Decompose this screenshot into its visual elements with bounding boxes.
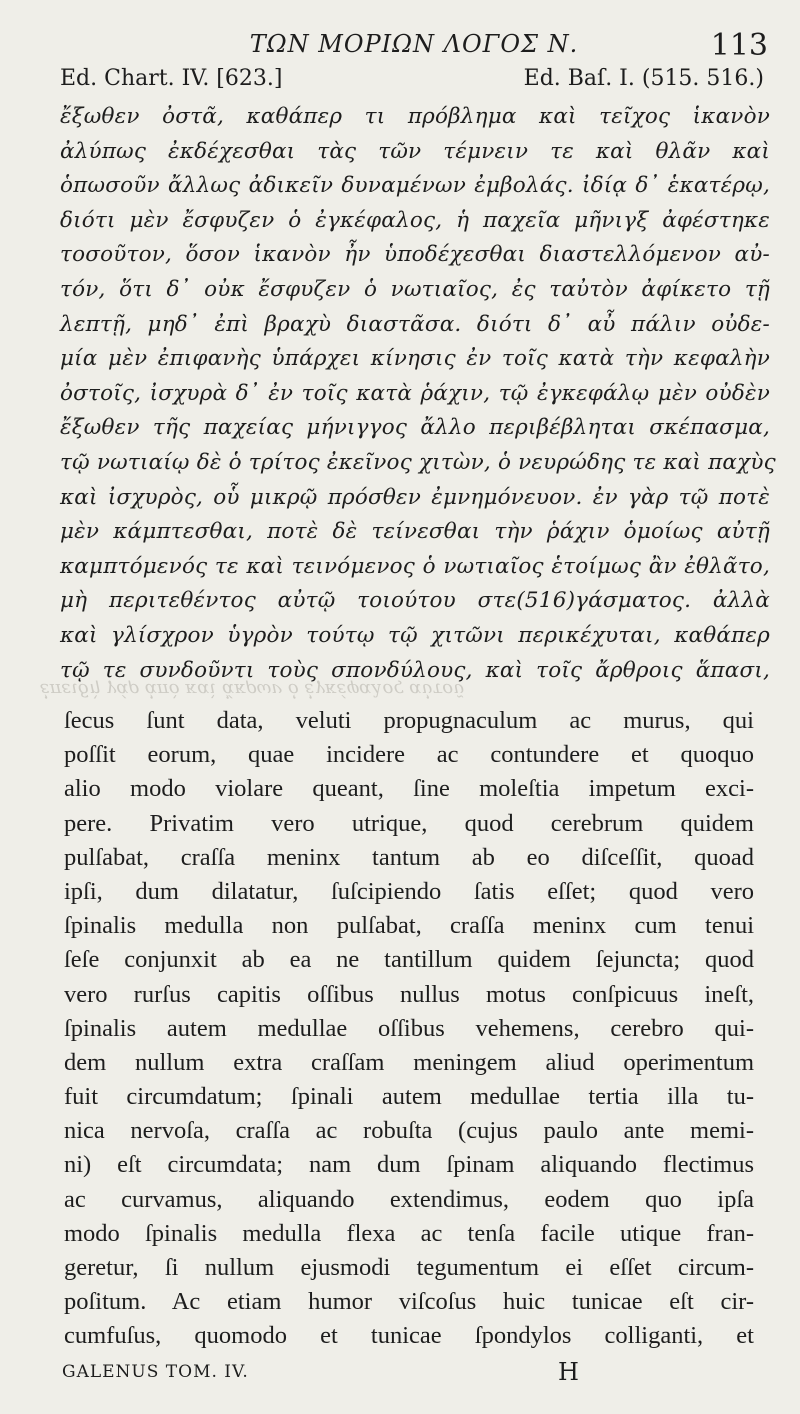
greek-text-line: καὶ γλίσχρον ὑγρὸν τούτῳ τῷ χιτῶνι περικέχυται, καθάπερ: [60, 622, 770, 648]
latin-text-line: poſſit eorum, quae incidere ac contundere et quoquo: [64, 741, 754, 769]
greek-text-line: ἔξωθεν ὀστᾶ, καθάπερ τι πρόβλημα καὶ τεῖχος ἱκανὸν: [60, 104, 770, 129]
latin-text-block: [64, 704, 754, 1354]
greek-text-block: [60, 100, 776, 688]
greek-text-line: ὁπωσοῦν ἄλλως ἀδικεῖν δυναμένων ἐμβολάς. ἰδίᾳ δ᾽ ἑκατέρῳ,: [60, 173, 770, 199]
latin-text-line: vero rurſus capitis oſſibus nullus motus conſpicuus ineſt,: [64, 980, 754, 1008]
edition-chartier-ref: Ed. Chart. IV. [623.]: [60, 66, 283, 91]
latin-text-line: ipſi, dum dilatatur, ſuſcipiendo ſatis eſſet; quod vero: [64, 877, 754, 905]
latin-text-line: ſpinalis medulla non pulſabat, craſſa meninx cum tenui: [64, 912, 754, 940]
bleed-through-shadow: ἐπειδὴ γάρ ἀπὸ καὶ ἄκρων ὁ ἐγκέφαλος αὐτοῦ: [40, 679, 465, 700]
greek-text-line: τῷ τε συνδοῦντι τοὺς σπονδύλους, καὶ τοῖς ἄρθροις ἅπασι,: [60, 657, 770, 683]
latin-text-line: fuit circumdatum; ſpinali autem medullae tertia illa tu-: [64, 1083, 754, 1111]
greek-text-line: λεπτῇ, μηδ᾽ ἐπὶ βραχὺ διαστᾶσα. διότι δ᾽ αὖ πάλιν οὐδε-: [60, 311, 770, 337]
greek-text-line: μία μὲν ἐπιφανὴς ὑπάρχει κίνησις ἐν τοῖς κατὰ τὴν κεφαλὴν: [60, 346, 770, 372]
greek-text-line: μὴ περιτεθέντος αὐτῷ τοιούτου στε(516)γάσματος. ἀλλὰ: [60, 588, 770, 614]
greek-text-line: ἔξωθεν τῆς παχείας μήνιγγος ἄλλο περιβέβληται σκέπασμα,: [60, 415, 770, 441]
greek-text-line: μὲν κάμπτεσθαι, ποτὲ δὲ τείνεσθαι τὴν ῥάχιν ὁμοίως αὐτῇ: [60, 519, 770, 545]
greek-text-line: διότι μὲν ἔσφυζεν ὁ ἐγκέφαλος, ἡ παχεῖα μῆνιγξ ἀφέστηκε: [60, 207, 770, 233]
latin-text-line: ſpinalis autem medullae oſſibus vehemens, cerebro qui-: [64, 1014, 754, 1042]
greek-text-line: τῷ νωτιαίῳ δὲ ὁ τρίτος ἐκεῖνος χιτὼν, ὁ νευρώδης τε καὶ παχὺς: [60, 449, 776, 475]
latin-text-line: modo ſpinalis medulla flexa ac tenſa facile utique fran-: [64, 1219, 754, 1247]
edition-references: [60, 66, 764, 96]
latin-text-line: pere. Privatim vero utrique, quod cerebrum quidem: [64, 809, 754, 837]
edition-basel-ref: Ed. Baſ. I. (515. 516.): [523, 66, 764, 91]
latin-text-line: ac curvamus, aliquando extendimus, eodem quo ipſa: [64, 1185, 754, 1213]
latin-text-line: ni) eſt circumdata; nam dum ſpinam aliquando flectimus: [64, 1151, 754, 1179]
latin-text-line: geretur, ſi nullum ejusmodi tegumentum ei eſſet circum-: [64, 1254, 754, 1281]
page-number: 113: [710, 28, 768, 63]
latin-text-line: pulſabat, craſſa meninx tantum ab eo diſceſſit, quoad: [64, 843, 754, 871]
page-footer: [62, 1358, 764, 1388]
latin-text-line: dem nullum extra craſſam meningem aliud operimentum: [64, 1048, 754, 1076]
volume-label: GALENUS TOM. IV.: [62, 1362, 249, 1382]
greek-text-line: καμπτόμενός τε καὶ τεινόμενος ὁ νωτιαῖος ἑτοίμως ἂν ἐθλᾶτο,: [60, 553, 770, 579]
page-header: [60, 22, 768, 62]
latin-text-line: poſitum. Ac etiam humor viſcoſus huic tunicae eſt cir-: [64, 1288, 754, 1316]
latin-text-line: cumfuſus, quomodo et tunicae ſpondylos colliganti, et: [64, 1322, 754, 1350]
latin-text-line: alio modo violare queant, ſine moleſtia impetum exci-: [64, 775, 754, 803]
greek-text-line: ἀλύπως ἐκδέχεσθαι τὰς τῶν τέμνειν τε καὶ θλᾶν καὶ: [60, 138, 770, 164]
latin-text-line: ſeſe conjunxit ab ea ne tantillum quidem ſejuncta; quod: [64, 946, 754, 974]
greek-text-line: ὀστοῖς, ἰσχυρὰ δ᾽ ἐν τοῖς κατὰ ῥάχιν, τῷ ἐγκεφάλῳ μὲν οὐδὲν: [60, 380, 770, 406]
greek-text-line: τόν, ὅτι δ᾽ οὐκ ἔσφυζεν ὁ νωτιαῖος, ἐς ταὐτὸν ἀφίκετο τῇ: [60, 276, 770, 302]
gathering-signature: H: [558, 1358, 579, 1386]
latin-text-line: nica nervoſa, craſſa ac robuſta (cujus paulo ante memi-: [64, 1117, 754, 1145]
latin-text-line: ſecus ſunt data, veluti propugnaculum ac murus, qui: [64, 707, 754, 734]
running-title: ΤΩΝ ΜΟΡΙΩΝ ΛΟΓΟΣ Ν.: [249, 30, 579, 58]
greek-text-line: καὶ ἰσχυρὸς, οὗ μικρῷ πρόσθεν ἐμνημόνευον. ἐν γὰρ τῷ ποτὲ: [60, 484, 770, 510]
greek-text-line: τοσοῦτον, ὅσον ἱκανὸν ἦν ὑποδέχεσθαι διαστελλόμενον αὐ-: [60, 242, 770, 268]
